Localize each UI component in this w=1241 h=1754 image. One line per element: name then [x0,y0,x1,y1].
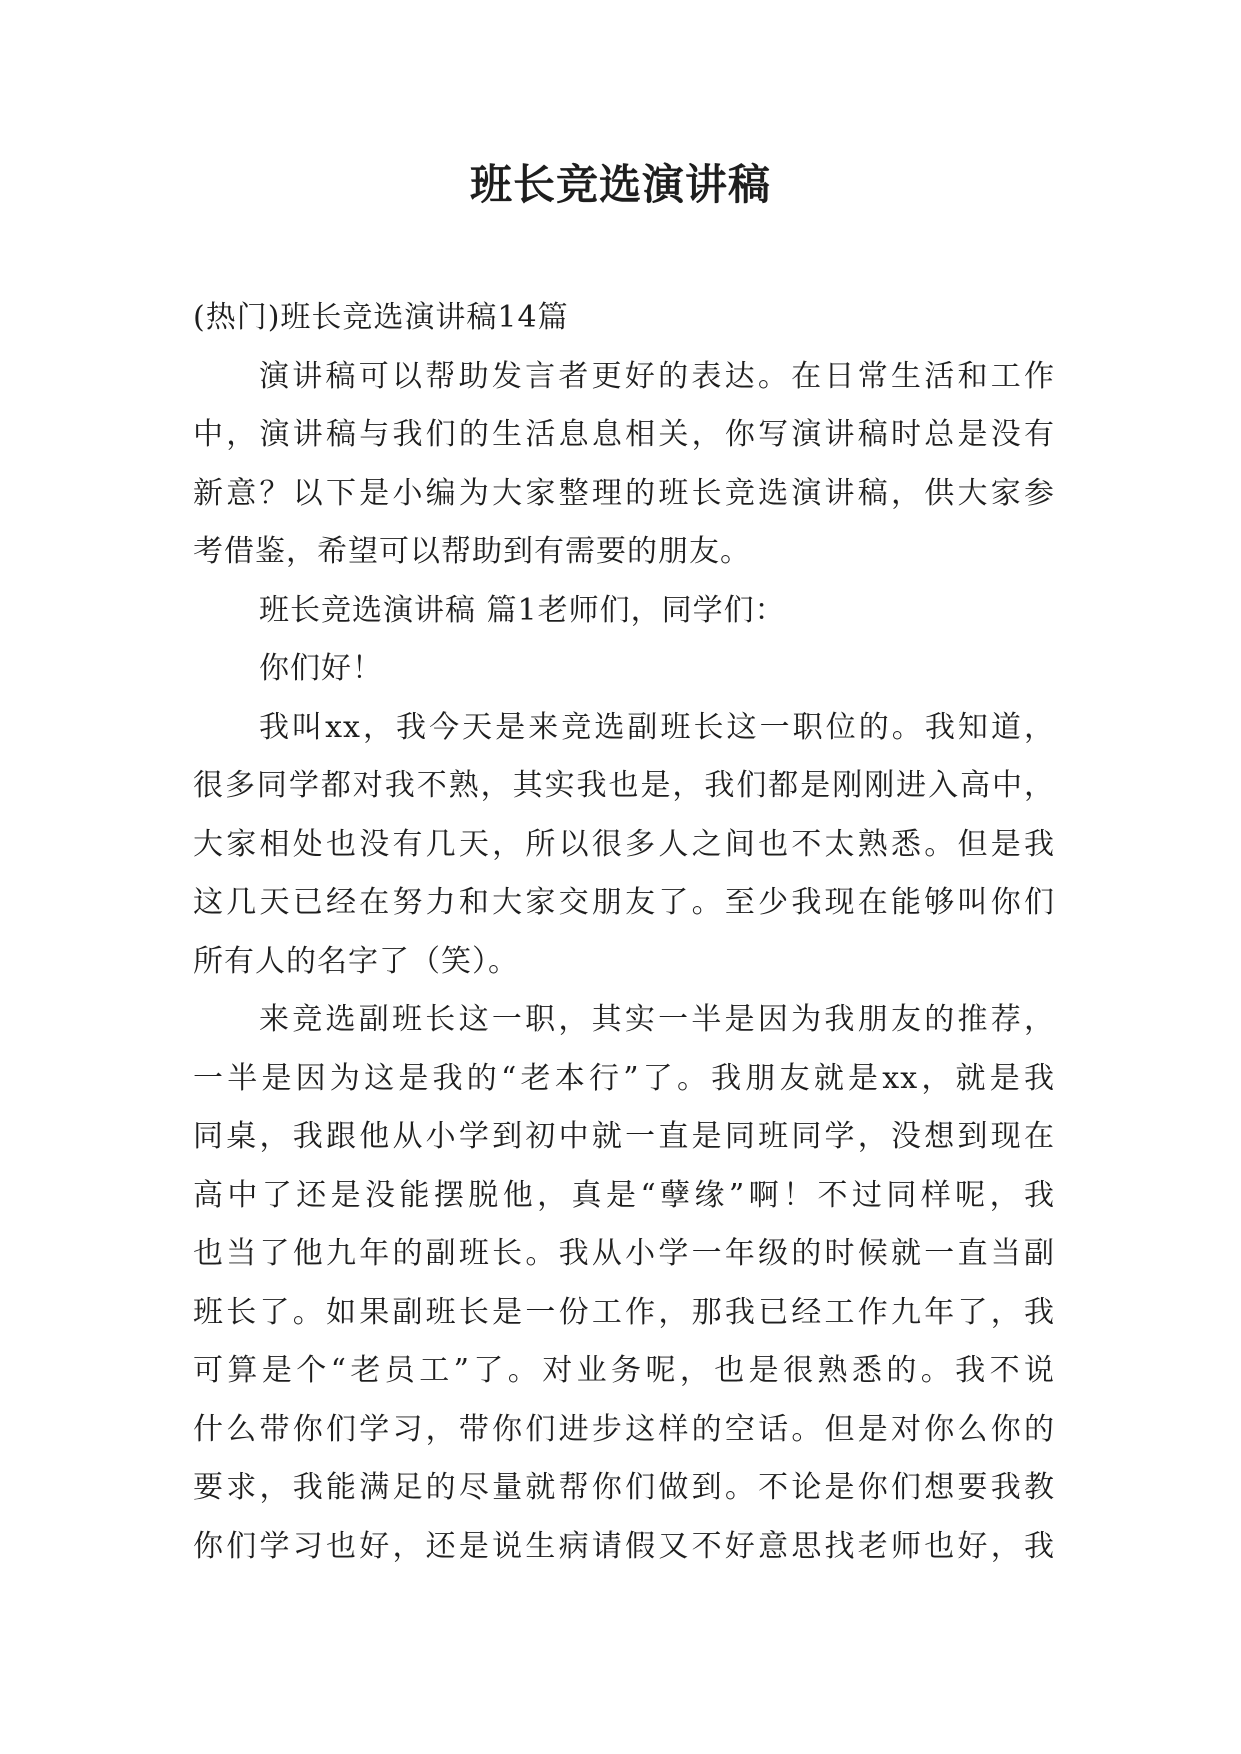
text-line: 什么带你们学习，带你们进步这样的空话。但是对你么你的 [193,1411,1055,1447]
text-line: 来竞选副班长这一职，其实一半是因为我朋友的推荐， [259,1002,1055,1037]
text-line: 要求，我能满足的尽量就帮你们做到。不论是你们想要我教 [193,1470,1055,1505]
text-line: 这几天已经在努力和大家交朋友了。至少我现在能够叫你们 [193,885,1055,920]
text-line: 考借鉴，希望可以帮助到有需要的朋友。 [193,534,751,569]
text-line: 所有人的名字了（笑）。 [193,943,519,979]
text-line: 你们好！ [259,651,383,686]
text-line: 班长竞选演讲稿 篇1老师们，同学们： [259,592,786,628]
paragraph-greeting [193,640,1055,699]
text-line: 班长了。如果副班长是一份工作，那我已经工作九年了，我 [193,1294,1055,1330]
text-line: 很多同学都对我不熟，其实我也是，我们都是刚刚进入高中， [193,768,1055,803]
text-line: 一半是因为这是我的“老本行”了。我朋友就是xx，就是我 [193,1060,1055,1096]
text-line: 演讲稿可以帮助发言者更好的表达。在日常生活和工作 [259,358,1055,394]
text-line: 我叫xx，我今天是来竞选副班长这一职位的。我知道， [259,709,1055,745]
text-line: 大家相处也没有几天，所以很多人之间也不太熟悉。但是我 [193,826,1055,862]
text-line: 新意？以下是小编为大家整理的班长竞选演讲稿，供大家参 [193,475,1055,511]
paragraph-section-heading [193,582,1055,641]
document-subtitle: (热门)班长竞选演讲稿14篇 [193,300,569,335]
paragraph-reasons [193,991,1055,1576]
text-line: 你们学习也好，还是说生病请假又不好意思找老师也好，我 [193,1528,1055,1564]
text-line: 中，演讲稿与我们的生活息息相关，你写演讲稿时总是没有 [193,417,1055,452]
text-line: 高中了还是没能摆脱他，真是“孽缘”啊！不过同样呢，我 [193,1177,1055,1213]
paragraph-intro [193,348,1055,582]
text-line: 同桌，我跟他从小学到初中就一直是同班同学，没想到现在 [193,1119,1055,1154]
document-body [193,289,1055,1576]
text-line: 也当了他九年的副班长。我从小学一年级的时候就一直当副 [193,1236,1055,1271]
text-line: 可算是个“老员工”了。对业务呢，也是很熟悉的。我不说 [193,1353,1055,1388]
document-title: 班长竞选演讲稿 [469,160,771,209]
paragraph-self-introduction [193,699,1055,992]
